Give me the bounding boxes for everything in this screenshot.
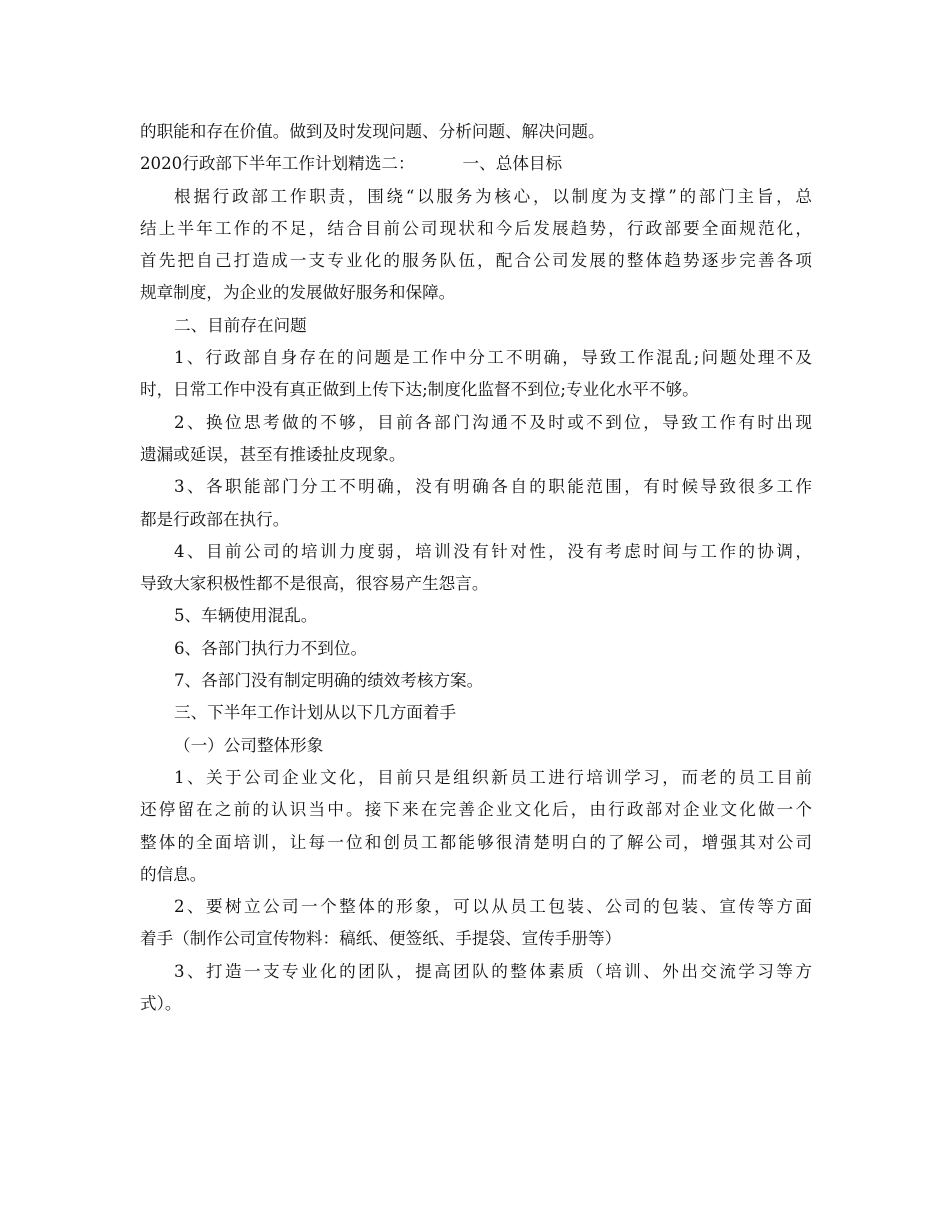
line-text: 3、各职能部门分工不明确，没有明确各自的职能范围，有时候导致很多工作: [174, 477, 812, 497]
line-text: 三、下半年工作计划从以下几方面着手: [174, 703, 457, 723]
paragraph-line: [140, 923, 812, 955]
paragraph-line: [140, 891, 812, 923]
line-text: 的信息。: [140, 864, 207, 884]
paragraph-line: [140, 633, 812, 665]
line-text: 1、关于公司企业文化，目前只是组织新员工进行培训学习，而老的员工目前: [174, 767, 812, 787]
paragraph-line: [140, 277, 812, 309]
line-text: 都是行政部在执行。: [140, 509, 290, 529]
line-text: 4、目前公司的培训力度弱，培训没有针对性，没有考虑时间与工作的协调，: [174, 541, 812, 561]
paragraph-line: [140, 471, 812, 503]
paragraph-line: [140, 730, 812, 762]
line-text: 的职能和存在价值。做到及时发现问题、分析问题、解决问题。: [140, 122, 605, 141]
paragraph-line: [140, 213, 812, 245]
paragraph-line: [140, 600, 812, 632]
line-text: 2020行政部下半年工作计划精选二：: [140, 154, 415, 174]
line-text: 2、要树立公司一个整体的形象，可以从员工包装、公司的包装、宣传等方面: [174, 897, 812, 917]
paragraph-line: [140, 665, 812, 697]
paragraph-line: [140, 310, 812, 342]
paragraph-line: [140, 762, 812, 794]
line-text: 结上半年工作的不足，结合目前公司现状和今后发展趋势，行政部要全面规范化，: [140, 218, 812, 238]
paragraph-line: [140, 439, 812, 471]
line-text: 5、车辆使用混乱。: [174, 606, 318, 626]
line-text: 时，日常工作中没有真正做到上传下达;制度化监督不到位;专业化水平不够。: [140, 380, 699, 400]
paragraph-line: [140, 827, 812, 859]
paragraph-line: [140, 245, 812, 277]
line-text: 整体的全面培训，让每一位和创员工都能够很清楚明白的了解公司，增强其对公司: [140, 832, 812, 852]
paragraph-line: [140, 504, 812, 536]
paragraph-line: [140, 956, 812, 988]
paragraph-line: [140, 568, 812, 600]
paragraph-line: [140, 116, 812, 148]
document-body: [140, 116, 812, 1020]
line-text: 遗漏或延误，甚至有推诿扯皮现象。: [140, 444, 406, 464]
paragraph-line: [140, 374, 812, 406]
paragraph-line: [140, 148, 812, 180]
line-text: 规章制度，为企业的发展做好服务和保障。: [140, 283, 456, 303]
line-text: 根据行政部工作职责，围绕“以服务为核心，以制度为支撑”的部门主旨，总: [174, 186, 812, 206]
paragraph-line: [140, 794, 812, 826]
line-text: 首先把自己打造成一支专业化的服务队伍，配合公司发展的整体趋势逐步完善各项: [140, 251, 812, 271]
paragraph-line: [140, 181, 812, 213]
paragraph-line: [140, 536, 812, 568]
line-text: 二、目前存在问题: [174, 315, 307, 335]
line-text: 导致大家积极性都不是很高，很容易产生怨言。: [140, 574, 489, 594]
paragraph-line: [140, 988, 812, 1020]
line-text: （一）公司整体形象: [174, 735, 324, 755]
paragraph-line: [140, 407, 812, 439]
line-text: 2、换位思考做的不够，目前各部门沟通不及时或不到位，导致工作有时出现: [174, 412, 812, 432]
line-text: 6、各部门执行力不到位。: [174, 638, 368, 658]
section-heading: 一、总体目标: [462, 154, 563, 174]
line-text: 7、各部门没有制定明确的绩效考核方案。: [174, 671, 484, 691]
line-text: 还停留在之前的认识当中。接下来在完善企业文化后，由行政部对企业文化做一个: [140, 800, 812, 820]
line-text: 1、行政部自身存在的问题是工作中分工不明确，导致工作混乱;问题处理不及: [174, 348, 812, 368]
line-text: 3、打造一支专业化的团队，提高团队的整体素质（培训、外出交流学习等方: [174, 961, 812, 981]
paragraph-line: [140, 697, 812, 729]
line-text: 着手（制作公司宣传物料：稿纸、便签纸、手提袋、宣传手册等）: [140, 929, 622, 949]
paragraph-line: [140, 342, 812, 374]
paragraph-line: [140, 859, 812, 891]
line-text: 式）。: [140, 994, 182, 1014]
